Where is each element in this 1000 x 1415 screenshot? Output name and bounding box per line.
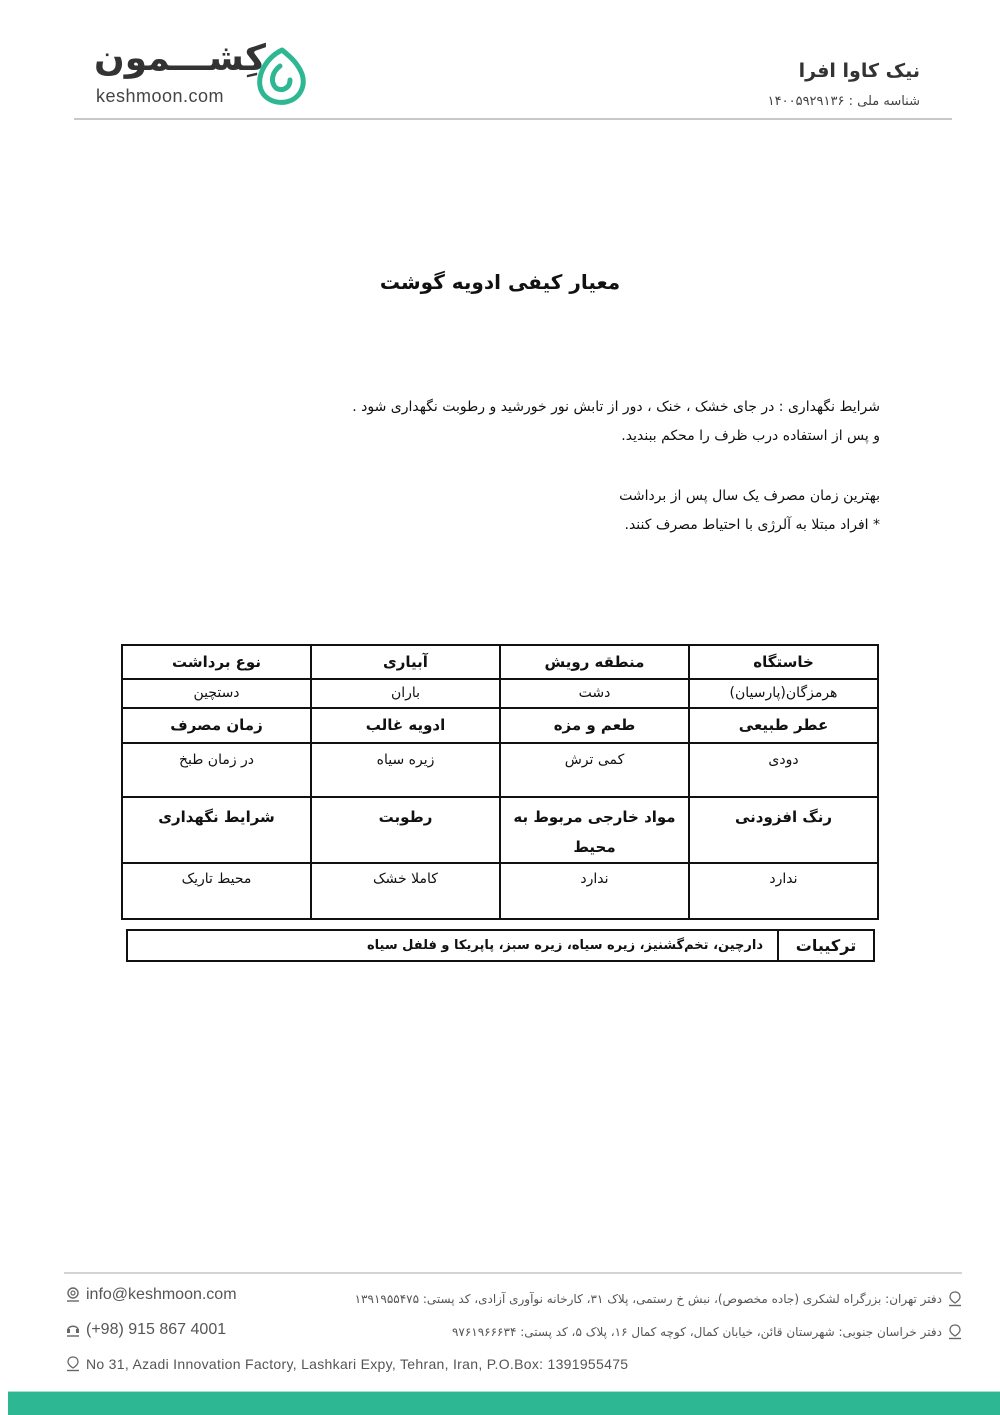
header-divider	[74, 118, 952, 120]
location-pin-icon	[948, 1324, 962, 1340]
storage-line-2: و پس از استفاده درب ظرف را محکم ببندید.	[621, 428, 880, 444]
table-row	[122, 679, 878, 708]
email-icon	[66, 1287, 80, 1303]
phone-text[interactable]: (+98) 915 867 4001	[86, 1321, 227, 1338]
footer-divider	[64, 1272, 962, 1274]
composition-value: دارچین، تخم‌گشنیز، زیره سیاه، زیره سبز، پاپریکا و فلفل سیاه	[366, 938, 763, 953]
email-text[interactable]: info@keshmoon.com	[86, 1286, 237, 1303]
logo-swirl-icon	[252, 44, 310, 106]
document-title: معیار کیفی ادویه گوشت	[379, 270, 621, 294]
national-id: شناسه ملی : ۱۴۰۰۵۹۲۹۱۳۶	[767, 94, 920, 109]
usage-notes	[280, 482, 880, 540]
table-cell: ندارد	[689, 863, 878, 919]
table-cell: دستچین	[122, 679, 311, 708]
table-cell: کمی ترش	[500, 743, 689, 797]
tehran-office-text: دفتر تهران: بزرگراه لشکری (جاده مخصوص)، نبش خ رستمی، پلاک ۳۱، کارخانه نوآوری آزادی، کد پستی: ۱۳۹۱۹۵۵۴۷۵	[354, 1292, 942, 1306]
usage-line-2: * افراد مبتلا به آلرژی با احتیاط مصرف کنند.	[624, 517, 880, 533]
table-cell: محیط تاریک	[122, 863, 311, 919]
address-en-text: No 31, Azadi Innovation Factory, Lashkari Expy, Tehran, Iran, P.O.Box: 1391955475	[86, 1356, 629, 1372]
table-cell: دشت	[500, 679, 689, 708]
table-header-cell: طعم و مزه	[500, 708, 689, 743]
storage-instructions	[280, 393, 880, 451]
table-header-cell: مواد خارجی مربوط به محیط	[500, 797, 689, 863]
table-cell: ندارد	[500, 863, 689, 919]
table-cell: کاملا خشک	[311, 863, 500, 919]
khorasan-office-text: دفتر خراسان جنوبی: شهرستان قائن، خیابان کمال، کوچه کمال ۱۶، پلاک ۵، کد پستی: ۹۷۶۱۹۶۶۶۳۴	[451, 1325, 942, 1339]
location-pin-icon	[66, 1356, 80, 1372]
table-header-cell: شرایط نگهداری	[122, 797, 311, 863]
location-pin-icon	[948, 1291, 962, 1307]
footer-khorasan-office	[452, 1324, 962, 1340]
table-cell: دودی	[689, 743, 878, 797]
table-header-cell: ادویه غالب	[311, 708, 500, 743]
table-header-cell: آبیاری	[311, 645, 500, 679]
footer-tehran-office	[355, 1291, 962, 1307]
table-cell: در زمان طبخ	[122, 743, 311, 797]
company-name: نیک کاوا افرا	[798, 60, 920, 82]
table-cell: هرمزگان(پارسیان)	[689, 679, 878, 708]
table-header-cell: نوع برداشت	[122, 645, 311, 679]
storage-line-1: شرایط نگهداری : در جای خشک ، خنک ، دور از تابش نور خورشید و رطوبت نگهداری شود .	[352, 399, 880, 415]
footer-phone	[66, 1321, 226, 1339]
logo-text-en: keshmoon.com	[96, 86, 225, 106]
logo-text-fa: کِشـــمون	[94, 38, 266, 79]
usage-line-1: بهترین زمان مصرف یک سال پس از برداشت	[619, 488, 880, 504]
composition-label: ترکیبات	[777, 931, 873, 960]
footer-address-en	[66, 1356, 628, 1372]
table-header-cell: رطوبت	[311, 797, 500, 863]
table-header-cell: عطر طبیعی	[689, 708, 878, 743]
table-row	[122, 863, 878, 919]
composition-row	[126, 929, 875, 962]
table-row	[122, 645, 878, 679]
table-cell: باران	[311, 679, 500, 708]
footer-brand-bar	[8, 1391, 1000, 1415]
table-header-cell: منطقه رویش	[500, 645, 689, 679]
footer-email	[66, 1286, 237, 1304]
table-row	[122, 743, 878, 797]
table-cell: زیره سیاه	[311, 743, 500, 797]
table-header-cell: خاستگاه	[689, 645, 878, 679]
phone-icon	[66, 1322, 80, 1338]
table-header-cell: رنگ افزودنی	[689, 797, 878, 863]
table-row	[122, 708, 878, 743]
table-header-cell: زمان مصرف	[122, 708, 311, 743]
quality-spec-table	[121, 644, 879, 920]
table-row	[122, 797, 878, 863]
